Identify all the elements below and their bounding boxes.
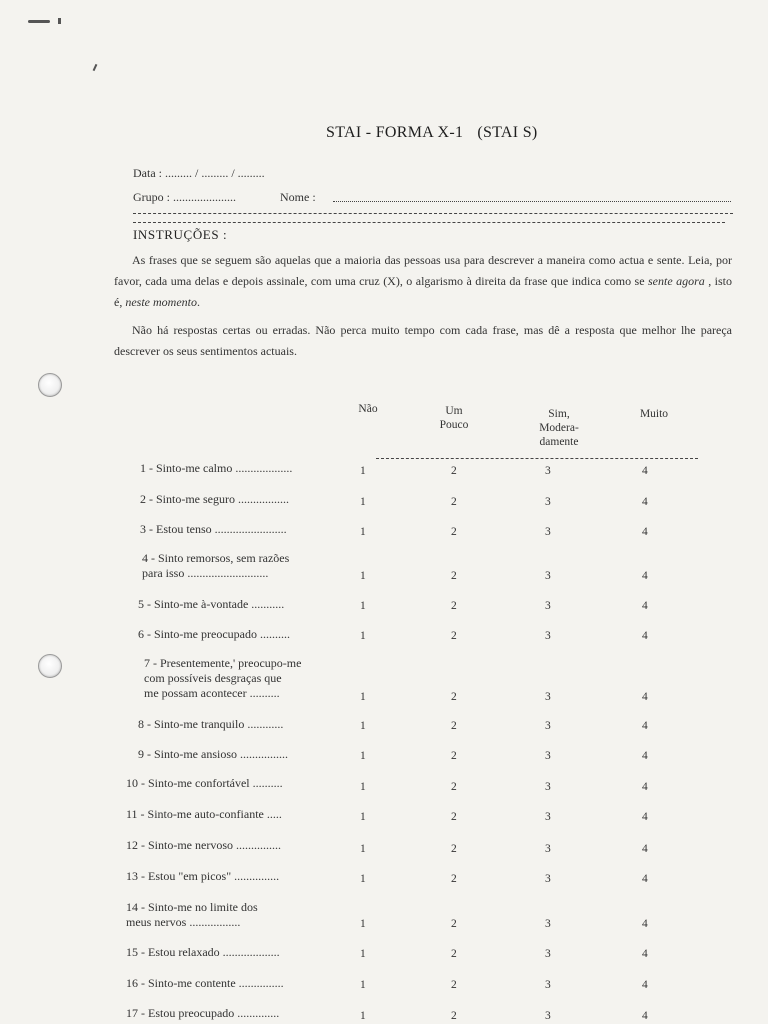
item-9-option-2[interactable]: 2 xyxy=(451,750,457,762)
item-16-label: 16 - Sinto-me contente ............... xyxy=(126,976,284,990)
item-4-label: 4 - Sinto remorsos, sem razões para isso ........................... xyxy=(142,551,290,580)
group-value[interactable]: ..................... xyxy=(173,190,236,204)
item-17-option-2[interactable]: 2 xyxy=(451,1010,457,1022)
item-10-label: 10 - Sinto-me confortável .......... xyxy=(126,776,283,790)
scan-mark xyxy=(58,18,61,24)
date-field[interactable] xyxy=(133,166,265,181)
item-10-option-4[interactable]: 4 xyxy=(642,781,648,793)
item-16-option-3[interactable]: 3 xyxy=(545,979,551,991)
item-11-option-1[interactable]: 1 xyxy=(360,811,366,823)
col-header-muito: Muito xyxy=(639,408,669,420)
item-3-option-2[interactable]: 2 xyxy=(451,526,457,538)
col-header-moderadamente: Sim, Modera- damente xyxy=(539,408,579,448)
item-12-label: 12 - Sinto-me nervoso ............... xyxy=(126,838,281,852)
item-1-label: 1 - Sinto-me calmo ................... xyxy=(140,461,293,475)
item-1-option-2[interactable]: 2 xyxy=(451,465,457,477)
item-15-option-3[interactable]: 3 xyxy=(545,948,551,960)
item-15-label: 15 - Estou relaxado ................... xyxy=(126,945,280,959)
item-1-option-1[interactable]: 1 xyxy=(360,465,366,477)
item-2-option-1[interactable]: 1 xyxy=(360,496,366,508)
item-11-option-4[interactable]: 4 xyxy=(642,811,648,823)
item-1-option-3[interactable]: 3 xyxy=(545,465,551,477)
item-9-option-3[interactable]: 3 xyxy=(545,750,551,762)
name-label: Nome : xyxy=(280,190,316,204)
scan-mark xyxy=(28,20,50,23)
item-11-label: 11 - Sinto-me auto-confiante ..... xyxy=(126,807,282,821)
item-5-option-1[interactable]: 1 xyxy=(360,600,366,612)
date-value[interactable]: ......... / ......... / ......... xyxy=(165,166,265,180)
item-8-label: 8 - Sinto-me tranquilo ............ xyxy=(138,717,284,731)
header-rule xyxy=(376,458,698,459)
item-14-label: 14 - Sinto-me no limite dos meus nervos ................. xyxy=(126,900,258,929)
item-4-option-2[interactable]: 2 xyxy=(451,570,457,582)
item-7-option-1[interactable]: 1 xyxy=(360,691,366,703)
instr-em-now: sente agora xyxy=(647,274,705,288)
divider-line xyxy=(133,222,725,223)
item-4-option-4[interactable]: 4 xyxy=(642,570,648,582)
item-10-option-1[interactable]: 1 xyxy=(360,781,366,793)
instructions-paragraph-2 xyxy=(114,320,732,362)
item-14-option-1[interactable]: 1 xyxy=(360,918,366,930)
item-7-option-2[interactable]: 2 xyxy=(451,691,457,703)
form-title xyxy=(326,124,538,142)
scan-mark xyxy=(93,64,98,71)
item-6-option-2[interactable]: 2 xyxy=(451,630,457,642)
divider-line xyxy=(133,213,733,214)
item-2-option-3[interactable]: 3 xyxy=(545,496,551,508)
item-8-option-1[interactable]: 1 xyxy=(360,720,366,732)
item-16-option-4[interactable]: 4 xyxy=(642,979,648,991)
item-8-option-2[interactable]: 2 xyxy=(451,720,457,732)
item-6-option-1[interactable]: 1 xyxy=(360,630,366,642)
item-9-label: 9 - Sinto-me ansioso ................ xyxy=(138,747,288,761)
item-5-label: 5 - Sinto-me à-vontade ........... xyxy=(138,597,285,611)
item-2-option-4[interactable]: 4 xyxy=(642,496,648,508)
item-15-option-1[interactable]: 1 xyxy=(360,948,366,960)
date-label: Data : xyxy=(133,166,162,180)
item-17-option-3[interactable]: 3 xyxy=(545,1010,551,1022)
item-15-option-4[interactable]: 4 xyxy=(642,948,648,960)
item-13-option-2[interactable]: 2 xyxy=(451,873,457,885)
form-title-sub: (STAI S) xyxy=(477,124,538,141)
item-16-option-1[interactable]: 1 xyxy=(360,979,366,991)
item-5-option-3[interactable]: 3 xyxy=(545,600,551,612)
item-13-label: 13 - Estou "em picos" ............... xyxy=(126,869,280,883)
item-7-option-4[interactable]: 4 xyxy=(642,691,648,703)
item-1-option-4[interactable]: 4 xyxy=(642,465,648,477)
item-6-option-4[interactable]: 4 xyxy=(642,630,648,642)
item-13-option-1[interactable]: 1 xyxy=(360,873,366,885)
item-14-option-2[interactable]: 2 xyxy=(451,918,457,930)
instr-text-b: , isto é, xyxy=(114,274,732,309)
instr-text-a: As frases que se seguem são aquelas que a maioria das pessoas usa para descrever a maneira como actua e sente. Leia, por favor, cada uma delas e depois assinale, com uma cruz (X), o algarismo à direita da frase que indica como se xyxy=(114,253,732,288)
col-header-um-pouco: Um Pouco xyxy=(439,405,469,431)
item-4-option-3[interactable]: 3 xyxy=(545,570,551,582)
name-dots[interactable] xyxy=(333,201,731,202)
item-9-option-1[interactable]: 1 xyxy=(360,750,366,762)
item-11-option-2[interactable]: 2 xyxy=(451,811,457,823)
item-9-option-4[interactable]: 4 xyxy=(642,750,648,762)
item-12-option-4[interactable]: 4 xyxy=(642,843,648,855)
item-17-option-4[interactable]: 4 xyxy=(642,1010,648,1022)
instr-text-c: . xyxy=(196,295,200,309)
col-header-nao: Não xyxy=(358,403,378,415)
punch-hole-bottom xyxy=(38,654,62,678)
item-15-option-2[interactable]: 2 xyxy=(451,948,457,960)
group-label: Grupo : xyxy=(133,190,170,204)
item-7-option-3[interactable]: 3 xyxy=(545,691,551,703)
item-3-option-3[interactable]: 3 xyxy=(545,526,551,538)
punch-hole-top xyxy=(38,373,62,397)
item-16-option-2[interactable]: 2 xyxy=(451,979,457,991)
item-8-option-3[interactable]: 3 xyxy=(545,720,551,732)
item-13-option-4[interactable]: 4 xyxy=(642,873,648,885)
item-2-option-2[interactable]: 2 xyxy=(451,496,457,508)
item-3-label: 3 - Estou tenso ........................ xyxy=(140,522,287,536)
form-title-main: STAI - FORMA X-1 xyxy=(326,124,464,141)
item-5-option-2[interactable]: 2 xyxy=(451,600,457,612)
item-13-option-3[interactable]: 3 xyxy=(545,873,551,885)
name-field[interactable] xyxy=(280,190,316,205)
instructions-paragraph-1 xyxy=(114,250,732,313)
item-6-label: 6 - Sinto-me preocupado .......... xyxy=(138,627,290,641)
item-3-option-1[interactable]: 1 xyxy=(360,526,366,538)
item-12-option-1[interactable]: 1 xyxy=(360,843,366,855)
item-3-option-4[interactable]: 4 xyxy=(642,526,648,538)
item-4-option-1[interactable]: 1 xyxy=(360,570,366,582)
item-8-option-4[interactable]: 4 xyxy=(642,720,648,732)
instr-em-moment: neste momento xyxy=(125,295,197,309)
item-10-option-3[interactable]: 3 xyxy=(545,781,551,793)
item-5-option-4[interactable]: 4 xyxy=(642,600,648,612)
item-12-option-3[interactable]: 3 xyxy=(545,843,551,855)
item-10-option-2[interactable]: 2 xyxy=(451,781,457,793)
group-field[interactable] xyxy=(133,190,236,205)
item-14-option-4[interactable]: 4 xyxy=(642,918,648,930)
item-14-option-3[interactable]: 3 xyxy=(545,918,551,930)
item-6-option-3[interactable]: 3 xyxy=(545,630,551,642)
item-7-label: 7 - Presentemente,' preocupo-me com possíveis desgraças que me possam acontecer .......... xyxy=(144,656,302,700)
item-17-option-1[interactable]: 1 xyxy=(360,1010,366,1022)
instr-text-p2: Não há respostas certas ou erradas. Não perca muito tempo com cada frase, mas dê a resposta que melhor lhe pareça descrever os seus sentimentos actuais. xyxy=(114,323,732,358)
item-17-label: 17 - Estou preocupado .............. xyxy=(126,1006,280,1020)
item-11-option-3[interactable]: 3 xyxy=(545,811,551,823)
item-12-option-2[interactable]: 2 xyxy=(451,843,457,855)
item-2-label: 2 - Sinto-me seguro ................. xyxy=(140,492,289,506)
instructions-heading: INSTRUÇÕES : xyxy=(133,227,228,242)
